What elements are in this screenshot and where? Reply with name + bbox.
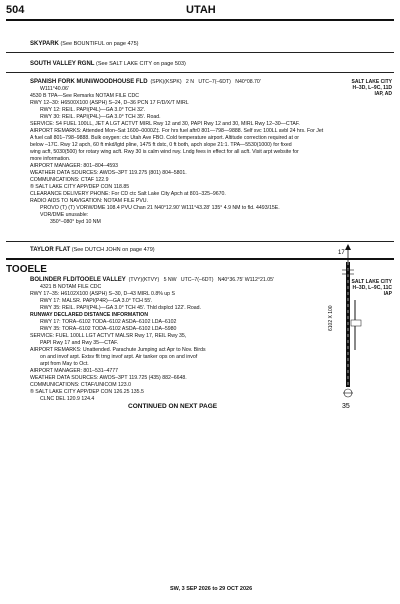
- spanish-fork-lat: N40°08.70′: [235, 79, 261, 85]
- tooele-entry: [30, 277, 274, 403]
- spanish-fork-manager: AIRPORT MANAGER: 801–804–4593: [30, 163, 119, 169]
- tooele-rwy: RWY 17–35: H6102X100 (ASPH) S–30, D–43 MIRL 0.8% up S: [30, 291, 175, 297]
- tooele-utc: UTC–7(–6DT): [180, 277, 214, 283]
- footer-dates: SW, 3 SEP 2026 to 29 OCT 2026: [170, 586, 253, 592]
- tooele-service-2: PAPI Rwy 17 and Rwy 35—CTAF.: [40, 340, 119, 346]
- spanish-fork-service: SERVICE: S4 FUEL 100LL, JET A LGT ACTVT MIRL Rwy 12 and 30, PAPI Rwy 12 and 30, MIRL Rwy 12–30—CTAF.: [30, 121, 300, 127]
- tooele-name: BOLINDER FLD/TOOELE VALLEY: [30, 277, 126, 283]
- tooele-app: SALT LAKE CITY APP/DEP CON 126.25 135.5: [35, 389, 144, 395]
- south-valley-name: SOUTH VALLEY RGNL: [30, 61, 95, 67]
- spanish-fork-rwy12: RWY 12: REIL. PAPI(P4L)—GA 3.0° TCH 32′.: [40, 107, 146, 113]
- spanish-fork-entry: [30, 79, 323, 226]
- tooele-rwy17: RWY 17: MALSR. PAPI(P4R)—GA 3.0° TCH 55′.: [40, 298, 153, 304]
- tooele-remarks-3: arpt from May to Oct.: [40, 361, 89, 367]
- skypark-ref: (See BOUNTIFUL on page 475): [60, 41, 139, 47]
- taylor-name: TAYLOR FLAT: [30, 247, 71, 253]
- page-number: 504: [6, 4, 25, 16]
- continued-label: CONTINUED ON NEXT PAGE: [128, 403, 218, 410]
- chart-city: SALT LAKE CITY: [351, 279, 392, 285]
- spanish-fork-weather: WEATHER DATA SOURCES: AWOS–3PT 119.275 (801) 804–5801.: [30, 170, 187, 176]
- spanish-fork-remarks-4: wing acft, 5030(500) for rotary wing acft. Rwy 30 is calm wind rwy. Lndg fees in effect for all acft. Visit arpt website for: [30, 149, 299, 155]
- ground-icon: ®: [30, 389, 34, 395]
- chart-codes-2: IAP, AD: [374, 91, 392, 97]
- spanish-fork-remarks-2: A fuel call 801–798–9888. Bulk oxygen: ctc Utah Ave FBO. Cold temperature airport. Altitude correction required at or: [30, 135, 299, 141]
- spanish-fork-name: SPANISH FORK MUNI/WOODHOUSE FLD: [30, 79, 148, 85]
- spanish-fork-ids: (SPK)(KSPK): [150, 79, 182, 85]
- divider: [6, 52, 394, 53]
- spanish-fork-loc: 2 N: [185, 79, 194, 85]
- spanish-fork-app: SALT LAKE CITY APP/DEP CON 118.85: [35, 184, 130, 190]
- chart-codes: H–3D, L–9C, 11C: [352, 285, 392, 291]
- spanish-fork-line2: 4530 B TPA—See Remarks NOTAM FILE CDC: [30, 93, 139, 99]
- spanish-fork-clearance: CLEARANCE DELIVERY PHONE: For CD ctc Salt Lake City Apch at 801–325–9670.: [30, 191, 226, 197]
- spanish-fork-vor2: 350°–080° byd 10 NM: [50, 219, 101, 225]
- spanish-fork-remarks-1: AIRPORT REMARKS: Attended Mon–Sat 1600–0000Z‡. For hrs fuel aftr0 801—798—9888. Self svc 100LL avbl 24 hrs. For Jet: [30, 128, 324, 134]
- tooele-service: SERVICE: FUEL 100LL LGT ACTVT MALSR Rwy 17, REIL Rwy 35,: [30, 333, 187, 339]
- north-arrow-head-icon: [345, 244, 351, 250]
- tooele-weather: WEATHER DATA SOURCES: AWOS–3PT 119.725 (435) 882–6648.: [30, 375, 187, 381]
- tooele-remarks-2: on and invof arpt. Extsv flt trng invof arpt. Air tanker ops on and invof: [40, 354, 198, 360]
- spanish-fork-rwy: RWY 12–30: H6500X100 (ASPH) S–24, D–36 PCN 17 F/D/X/T MIRL: [30, 100, 189, 106]
- tooele-decl-35: RWY 35: TORA–6102 TODA–6102 ASDA–6102 LDA–5980: [40, 326, 177, 332]
- skypark-name: SKYPARK: [30, 41, 59, 47]
- skypark-entry: [30, 41, 139, 47]
- chart-codes: H–3D, L–9C, 11D: [352, 85, 392, 91]
- taylor-entry: [30, 247, 155, 253]
- chart-city: SALT LAKE CITY: [351, 79, 392, 85]
- spanish-fork-remarks-3: below –17C. Rwy 12 apch, 60 ft mkd/lgtd pline, 1475 ft dstc, 0 ft both, apch slope 21:1. TPA—5530(1000) for fixed: [30, 142, 292, 148]
- tooele-clnc: CLNC DEL 120.9 124.4: [40, 396, 95, 402]
- tooele-remarks-1: AIRPORT REMARKS: Unattended. Parachute Jumping act Apr to Nov. Birds: [30, 347, 206, 353]
- ramp: [351, 320, 361, 326]
- city-heading: TOOELE: [6, 264, 47, 275]
- runway-dim-label: 6102 X 100: [328, 305, 334, 331]
- ground-icon: ®: [30, 184, 34, 190]
- spanish-fork-remarks-5: more information.: [30, 156, 71, 162]
- airport-diagram: [300, 240, 392, 415]
- header-rule: [6, 19, 394, 21]
- south-valley-ref: (See SALT LAKE CITY on page 503): [95, 61, 186, 67]
- spanish-fork-lon: W111°40.06′: [40, 86, 69, 92]
- tooele-manager: AIRPORT MANAGER: 801–531–4777: [30, 368, 119, 374]
- chart-codes-2: IAP: [383, 291, 392, 297]
- tooele-decl-heading: RUNWAY DECLARED DISTANCE INFORMATION: [30, 312, 148, 318]
- spanish-fork-radio: RADIO AIDS TO NAVIGATION: NOTAM FILE PVU.: [30, 198, 148, 204]
- runway-35-label: 35: [342, 403, 350, 410]
- tooele-decl-17: RWY 17: TORA–6102 TODA–6102 ASDA–6102 LDA–6102: [40, 319, 177, 325]
- state-heading: UTAH: [186, 4, 216, 16]
- spanish-fork-comm: COMMUNICATIONS: CTAF 122.9: [30, 177, 109, 183]
- tooele-ids: (TVY)(KTVY): [128, 277, 160, 283]
- taylor-ref: (See DUTCH JOHN on page 479): [71, 247, 155, 253]
- spanish-fork-utc: UTC–7(–6DT): [198, 79, 231, 85]
- runway-17-label: 17: [338, 250, 345, 256]
- spanish-fork-provo: PROVO (T) (T) VORW/DME 108.4 PVU Chan 21 N40°12.90′ W111°43.28′ 135° 4.9 NM to fld. 4493/15E.: [40, 205, 280, 211]
- spanish-fork-rwy30: RWY 30: REIL. PAPI(P4L)—GA 3.0° TCH 35′. Road.: [40, 114, 161, 120]
- spanish-fork-chart-info: [352, 79, 392, 97]
- south-valley-entry: [30, 61, 186, 67]
- tooele-latlon: N40°36.75′ W112°21.05′: [217, 277, 274, 283]
- tooele-loc: 5 NW: [163, 277, 177, 283]
- tooele-line2: 4321 B NOTAM FILE CDC: [40, 284, 102, 290]
- divider: [6, 72, 394, 73]
- tooele-comm: COMMUNICATIONS: CTAF/UNICOM 123.0: [30, 382, 131, 388]
- tooele-rwy35: RWY 35: REIL. PAPI(P4L)—GA 3.0° TCH 45′. Thld dsplcd 122′. Road.: [40, 305, 201, 311]
- spanish-fork-vor1: VOR/DME unusable:: [40, 212, 89, 218]
